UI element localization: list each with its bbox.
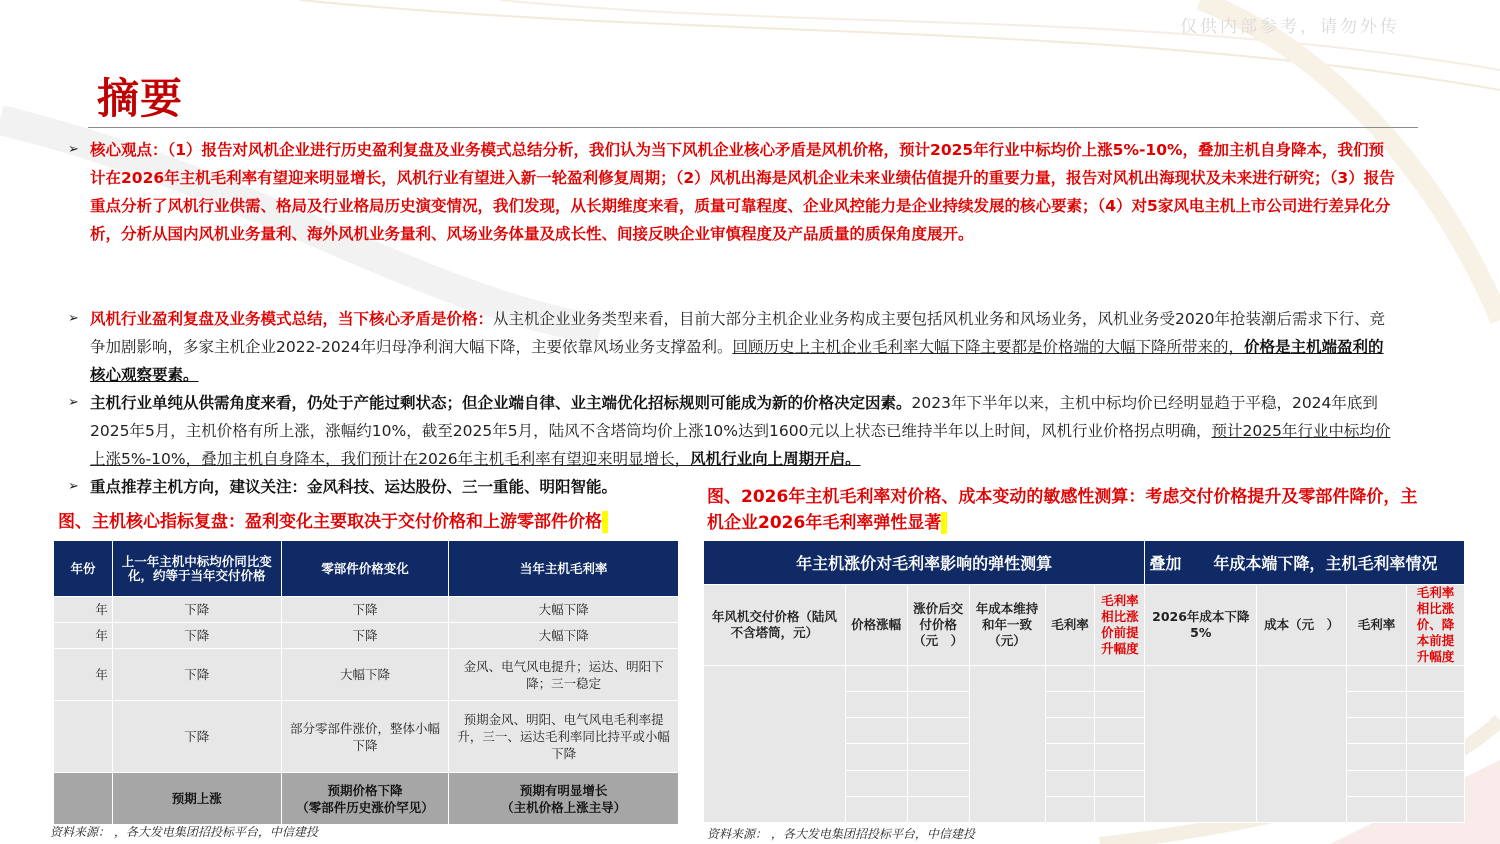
table-cell bbox=[845, 718, 907, 744]
fig2-col-gross-margin: 毛利率 bbox=[1045, 585, 1095, 666]
page-title: 摘要 bbox=[97, 74, 184, 123]
table-cell bbox=[54, 773, 113, 825]
fig2-col-cost-same: 年成本维持和年一致（元） bbox=[969, 585, 1045, 666]
fig1-source: 资料来源： ，各大发电集团招投标平台，中信建投 bbox=[50, 825, 318, 839]
table-cell: 下降 bbox=[112, 623, 281, 649]
bullet-supply-lead: 主机行业单纯从供需角度来看，仍处于产能过剩状态；但企业端自律、业主端优化招标规则可能成为新的价格决定因素。 bbox=[90, 394, 912, 412]
fig2-group-price-header: 年主机涨价对毛利率影响的弹性测算 bbox=[704, 541, 1145, 585]
table-cell bbox=[1407, 744, 1465, 770]
arrow-bullet-icon: ➢ bbox=[68, 311, 79, 326]
table-cell bbox=[1347, 692, 1407, 718]
fig2-col-gross-margin-2: 毛利率 bbox=[1347, 585, 1407, 666]
table-cell bbox=[1095, 692, 1145, 718]
bullet-profit-underline-bold: 价格是主机端盈利的核心观察要素。 bbox=[90, 338, 1384, 384]
fig2-col-margin-improvement-2: 毛利率相比涨价、降本前提升幅度 bbox=[1407, 585, 1465, 666]
table-cell bbox=[1095, 744, 1145, 770]
table-cell bbox=[1095, 770, 1145, 796]
table-cell bbox=[907, 744, 969, 770]
table-cell: 年 bbox=[54, 597, 113, 623]
bullet-recommend-text: 重点推荐主机方向，建议关注：金风科技、运达股份、三一重能、明阳智能。 bbox=[90, 478, 618, 496]
table-cell bbox=[1095, 796, 1145, 822]
fig2-title-text: 图、2026年主机毛利率对价格、成本变动的敏感性测算：考虑交付价格提升及零部件降价，主机企业2026年毛利率弹性显著 bbox=[707, 487, 1418, 533]
table-cell: 部分零部件涨价，整体小幅下降 bbox=[281, 701, 449, 773]
fig2-col-cost-decrease: 2026年成本下降5% bbox=[1145, 585, 1257, 666]
watermark-text: 仅供内部参考，请勿外传 bbox=[1180, 17, 1400, 37]
table-row bbox=[54, 701, 679, 773]
table-cell bbox=[845, 770, 907, 796]
table-cell bbox=[1095, 666, 1145, 692]
table-cell bbox=[1347, 666, 1407, 692]
table-cell bbox=[1347, 770, 1407, 796]
table-cell: 下降 bbox=[112, 701, 281, 773]
table-cell bbox=[1045, 796, 1095, 822]
fig1-title bbox=[58, 509, 678, 535]
table-row bbox=[54, 623, 679, 649]
table-cell: 大幅下降 bbox=[449, 597, 679, 623]
table-cell: 年 bbox=[54, 623, 113, 649]
fig2-source: 资料来源： ，各大发电集团招投标平台，中信建投 bbox=[707, 827, 975, 841]
table-cell bbox=[1045, 770, 1095, 796]
arrow-bullet-icon: ➢ bbox=[68, 395, 79, 410]
bullet-profit-body: 从主机企业业务类型来看，目前大部分主机企业业务构成主要包括风机业务和风场业务，风机业务受2020年抢装潮后需求下行、竞争加剧影响，多家主机企业2022-2024年归母净利润大幅下降，主要依靠风场业务支撑盈利。 bbox=[90, 310, 1385, 356]
fig1-header-gross-margin: 当年主机毛利率 bbox=[449, 541, 679, 597]
bullet-supply-demand bbox=[68, 389, 1398, 473]
table-cell bbox=[907, 718, 969, 744]
table-cell bbox=[1347, 744, 1407, 770]
table-cell bbox=[1407, 796, 1465, 822]
table-cell bbox=[1045, 744, 1095, 770]
fig2-col-delivery-price: 年风机交付价格（陆风不含塔筒，元） bbox=[704, 585, 846, 666]
table-cell bbox=[845, 796, 907, 822]
table-row bbox=[54, 773, 679, 825]
table-cell: 金风、电气风电提升；运达、明阳下降；三一稳定 bbox=[449, 649, 679, 701]
bullet-recommend bbox=[68, 473, 708, 501]
table-cell bbox=[969, 666, 1045, 823]
bullet-core-view bbox=[68, 136, 1398, 248]
title-divider bbox=[88, 127, 1418, 128]
table-cell bbox=[907, 692, 969, 718]
table-cell bbox=[1407, 692, 1465, 718]
table-cell bbox=[845, 692, 907, 718]
table-cell: 预期金风、明阳、电气风电毛利率提升，三一、运达毛利率同比持平或小幅下降 bbox=[449, 701, 679, 773]
table-cell bbox=[1407, 666, 1465, 692]
fig1-header-year: 年份 bbox=[54, 541, 113, 597]
table-cell: 下降 bbox=[112, 649, 281, 701]
fig1-title-text: 图、主机核心指标复盘：盈利变化主要取决于交付价格和上游零部件价格 bbox=[58, 512, 602, 532]
table-cell: 大幅下降 bbox=[449, 623, 679, 649]
arrow-bullet-icon: ➢ bbox=[68, 479, 79, 494]
table-cell bbox=[907, 666, 969, 692]
table-cell bbox=[1095, 718, 1145, 744]
table-cell: 预期价格下降 （零部件历史涨价罕见） bbox=[281, 773, 449, 825]
table-cell bbox=[54, 701, 113, 773]
arrow-bullet-icon: ➢ bbox=[68, 142, 79, 157]
fig2-col-price-increase: 价格涨幅 bbox=[845, 585, 907, 666]
table-cell bbox=[1347, 718, 1407, 744]
table-cell: 预期有明显增长 （主机价格上涨主导） bbox=[449, 773, 679, 825]
highlight-mark bbox=[941, 512, 947, 534]
table-cell: 下降 bbox=[281, 623, 449, 649]
fig2-col-margin-improvement: 毛利率相比涨价前提升幅度 bbox=[1095, 585, 1145, 666]
table-cell bbox=[1347, 796, 1407, 822]
table-cell bbox=[1145, 666, 1257, 823]
table-row bbox=[54, 597, 679, 623]
fig1-header-parts-price: 零部件价格变化 bbox=[281, 541, 449, 597]
bullet-supply-body: 2023年下半年以来，主机中标均价已经明显趋于平稳，2024年底到2025年5月，主机价格有所上涨，涨幅约10%，截至2025年5月，陆风不含塔筒均价上涨10%达到1600元以上状态已维持半年以上时间，风机行业价格拐点明确， bbox=[90, 394, 1378, 440]
table-cell bbox=[845, 744, 907, 770]
bullet-profit-lead: 风机行业盈利复盘及业务模式总结，当下核心矛盾是价格： bbox=[90, 310, 494, 328]
table-cell bbox=[704, 666, 846, 823]
fig1-table bbox=[53, 540, 679, 825]
table-cell: 下降 bbox=[281, 597, 449, 623]
table-cell: 年 bbox=[54, 649, 113, 701]
bullet-supply-underline: 预计2025年行业中标均价上涨5%-10%，叠加主机自身降本，我们预计在2026年主机毛利率有望迎来明显增长， bbox=[90, 422, 1391, 468]
fig2-col-post-price: 涨价后交付价格（元 ） bbox=[907, 585, 969, 666]
table-cell bbox=[1045, 692, 1095, 718]
table-cell bbox=[845, 666, 907, 692]
table-cell bbox=[907, 796, 969, 822]
table-cell bbox=[1257, 666, 1347, 823]
bullet-core-view-text: 核心观点：（1）报告对风机企业进行历史盈利复盘及业务模式总结分析，我们认为当下风机企业核心矛盾是风机价格，预计2025年行业中标均价上涨5%-10%，叠加主机自身降本，我们预计在2026年主机毛利率有望迎来明显增长，风机行业有望进入新一轮盈利修复周期；（2）风机出海是风机企业未来业绩估值提升的重要力量，报告对风机出海现状及未来进行研究；（3）报告重点分析了风机行业供需、格局及行业格局历史演变情况，我们发现，从长期维度来看，质量可靠程度、企业风控能力是企业持续发展的核心要素；（4）对5家风电主机上市公司进行差异化分析，分析从国内风机业务量利、海外风机业务量利、风场业务体量及成长性、间接反映企业审慎程度及产品质量的质保角度展开。 bbox=[90, 141, 1395, 243]
table-row bbox=[704, 666, 1465, 692]
bullet-profit-underline: 回顾历史上主机企业毛利率大幅下降主要都是价格端的大幅下降所带来的， bbox=[732, 338, 1245, 356]
table-cell: 下降 bbox=[112, 597, 281, 623]
fig2-col-cost: 成本（元 ） bbox=[1257, 585, 1347, 666]
fig2-table bbox=[703, 540, 1465, 823]
fig2-title bbox=[707, 484, 1427, 536]
table-row bbox=[54, 649, 679, 701]
table-cell bbox=[1045, 666, 1095, 692]
table-cell bbox=[1407, 770, 1465, 796]
table-cell bbox=[1407, 718, 1465, 744]
bullet-supply-underline-bold: 风机行业向上周期开启。 bbox=[690, 450, 861, 468]
table-cell bbox=[907, 770, 969, 796]
highlight-mark bbox=[602, 511, 608, 533]
table-cell: 大幅下降 bbox=[281, 649, 449, 701]
table-cell: 预期上涨 bbox=[112, 773, 281, 825]
bullet-profit-review bbox=[68, 305, 1398, 389]
fig1-header-price-change: 上一年主机中标均价同比变化，约等于当年交付价格 bbox=[112, 541, 281, 597]
table-cell bbox=[1045, 718, 1095, 744]
fig2-group-cost-header: 叠加 年成本端下降，主机毛利率情况 bbox=[1145, 541, 1465, 585]
